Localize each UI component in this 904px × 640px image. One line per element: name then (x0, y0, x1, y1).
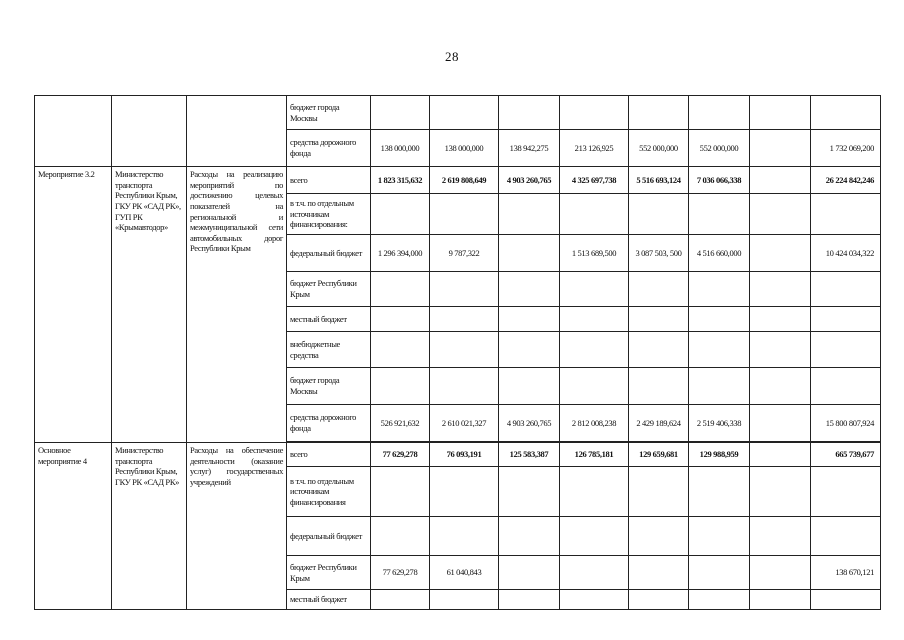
value-cell: 61 040,843 (430, 556, 499, 590)
value-cell (371, 307, 430, 332)
source-local: местный бюджет (287, 590, 371, 610)
value-cell (499, 194, 560, 235)
source-republic: бюджет Республики Крым (287, 272, 371, 307)
source-including: в т.ч. по отдельным источникам финансирования (287, 467, 371, 517)
value-cell (689, 194, 750, 235)
value-cell (430, 517, 499, 556)
value-cell (560, 368, 629, 405)
value-cell (750, 272, 811, 307)
value-cell (629, 272, 689, 307)
value-cell (499, 235, 560, 272)
executor-cell-empty (112, 96, 187, 167)
value-cell (499, 467, 560, 517)
value-cell (750, 307, 811, 332)
source-road-fund: средства дорожного фонда (287, 405, 371, 442)
source-federal: федеральный бюджет (287, 235, 371, 272)
value-cell (750, 235, 811, 272)
value-cell (560, 307, 629, 332)
value-cell (560, 517, 629, 556)
value-cell: 125 583,387 (499, 443, 560, 467)
value-cell: 3 087 503, 500 (629, 235, 689, 272)
value-cell (629, 368, 689, 405)
value-cell (560, 272, 629, 307)
value-cell (689, 517, 750, 556)
value-cell (430, 272, 499, 307)
value-cell: 2 429 189,624 (629, 405, 689, 442)
value-cell (560, 96, 629, 130)
value-cell: 76 093,191 (430, 443, 499, 467)
value-cell (811, 272, 881, 307)
value-cell: 77 629,278 (371, 443, 430, 467)
value-cell (750, 517, 811, 556)
value-cell: 1 823 315,632 (371, 167, 430, 194)
source-republic: бюджет Республики Крым (287, 556, 371, 590)
value-cell (811, 590, 881, 610)
value-cell (371, 194, 430, 235)
value-cell (560, 467, 629, 517)
value-cell (750, 467, 811, 517)
source-federal: федеральный бюджет (287, 517, 371, 556)
source-local: местный бюджет (287, 307, 371, 332)
value-cell (371, 467, 430, 517)
value-cell: 5 516 693,124 (629, 167, 689, 194)
value-cell: 9 787,322 (430, 235, 499, 272)
value-cell: 138 000,000 (430, 130, 499, 167)
table-row-total (35, 443, 881, 467)
value-cell: 526 921,632 (371, 405, 430, 442)
value-cell (499, 307, 560, 332)
value-cell: 552 000,000 (629, 130, 689, 167)
value-cell: 138 000,000 (371, 130, 430, 167)
value-cell (499, 96, 560, 130)
value-cell (750, 194, 811, 235)
source-road-fund: средства дорожного фонда (287, 130, 371, 167)
value-cell (689, 332, 750, 368)
measure-cell: Основное мероприятие 4 (35, 443, 112, 610)
value-cell (560, 590, 629, 610)
table-row-city-budget-cont (35, 96, 881, 130)
table-row-total (35, 167, 881, 194)
value-cell: 4 516 660,000 (689, 235, 750, 272)
value-cell (430, 467, 499, 517)
value-cell (430, 307, 499, 332)
value-cell-total: 138 670,121 (811, 556, 881, 590)
value-cell: 2 619 808,649 (430, 167, 499, 194)
value-cell (811, 517, 881, 556)
value-cell (629, 96, 689, 130)
value-cell (689, 590, 750, 610)
value-cell: 129 659,681 (629, 443, 689, 467)
value-cell-total: 10 424 034,322 (811, 235, 881, 272)
value-cell (430, 368, 499, 405)
value-cell (499, 368, 560, 405)
value-cell-total: 665 739,677 (811, 443, 881, 467)
value-cell (371, 517, 430, 556)
value-cell-total: 26 224 842,246 (811, 167, 881, 194)
value-cell (750, 332, 811, 368)
value-cell (371, 96, 430, 130)
measure-cell-empty (35, 96, 112, 167)
value-cell (499, 590, 560, 610)
value-cell: 77 629,278 (371, 556, 430, 590)
value-cell: 1 513 689,500 (560, 235, 629, 272)
measure-cell: Мероприятие 3.2 (35, 167, 112, 443)
value-cell (750, 368, 811, 405)
value-cell: 1 296 394,000 (371, 235, 430, 272)
value-cell (811, 467, 881, 517)
value-cell (560, 556, 629, 590)
value-cell (371, 368, 430, 405)
value-cell (689, 307, 750, 332)
executor-cell: Министерство транспорта Республики Крым, ГКУ РК «САД РК», ГУП РК «Крымавтодор» (112, 167, 187, 443)
value-cell (430, 194, 499, 235)
value-cell (629, 194, 689, 235)
value-cell (750, 96, 811, 130)
value-cell (750, 167, 811, 194)
source-extra-budget: внебюджетные средства (287, 332, 371, 368)
source-city-budget: бюджет города Москвы (287, 96, 371, 130)
description-cell-empty (187, 96, 287, 167)
value-cell: 4 903 260,765 (499, 405, 560, 442)
value-cell: 2 519 406,338 (689, 405, 750, 442)
value-cell: 213 126,925 (560, 130, 629, 167)
value-cell: 2 812 008,238 (560, 405, 629, 442)
value-cell (499, 272, 560, 307)
value-cell-total: 15 800 807,924 (811, 405, 881, 442)
page-number: 28 (445, 49, 459, 64)
value-cell (750, 590, 811, 610)
value-cell: 126 785,181 (560, 443, 629, 467)
value-cell (629, 307, 689, 332)
value-cell (371, 332, 430, 368)
value-cell (629, 332, 689, 368)
value-cell (689, 467, 750, 517)
value-cell (499, 517, 560, 556)
value-cell (560, 194, 629, 235)
value-cell (811, 194, 881, 235)
value-cell (499, 332, 560, 368)
executor-cell: Министерство транспорта Республики Крым, ГКУ РК «САД РК» (112, 443, 187, 610)
value-cell-total: 1 732 069,200 (811, 130, 881, 167)
value-cell (629, 467, 689, 517)
budget-table (34, 95, 881, 610)
value-cell (811, 368, 881, 405)
value-cell: 129 988,959 (689, 443, 750, 467)
value-cell (371, 590, 430, 610)
source-total: всего (287, 443, 371, 467)
value-cell (689, 368, 750, 405)
value-cell (811, 307, 881, 332)
value-cell (430, 96, 499, 130)
value-cell (560, 332, 629, 368)
value-cell (629, 556, 689, 590)
value-cell (430, 590, 499, 610)
value-cell (750, 556, 811, 590)
description-cell: Расходы на реализацию мероприятий по достижению целевых показателей на региональной и межмуниципальной сети автомобильных дорог Республики Крым (187, 167, 287, 443)
value-cell: 2 610 021,327 (430, 405, 499, 442)
value-cell: 138 942,275 (499, 130, 560, 167)
value-cell: 4 903 260,765 (499, 167, 560, 194)
value-cell (689, 272, 750, 307)
value-cell: 552 000,000 (689, 130, 750, 167)
value-cell (750, 405, 811, 442)
value-cell (689, 96, 750, 130)
value-cell (750, 130, 811, 167)
value-cell: 7 036 066,338 (689, 167, 750, 194)
value-cell (430, 332, 499, 368)
value-cell: 4 325 697,738 (560, 167, 629, 194)
value-cell (811, 96, 881, 130)
description-cell: Расходы на обеспечение деятельности (оказание услуг) государственных учреждений (187, 443, 287, 610)
source-total: всего (287, 167, 371, 194)
value-cell (371, 272, 430, 307)
value-cell (629, 517, 689, 556)
value-cell (750, 443, 811, 467)
source-including: в т.ч. по отдельным источникам финансирования: (287, 194, 371, 235)
source-city-budget: бюджет города Москвы (287, 368, 371, 405)
value-cell (689, 556, 750, 590)
value-cell (811, 332, 881, 368)
value-cell (499, 556, 560, 590)
value-cell (629, 590, 689, 610)
